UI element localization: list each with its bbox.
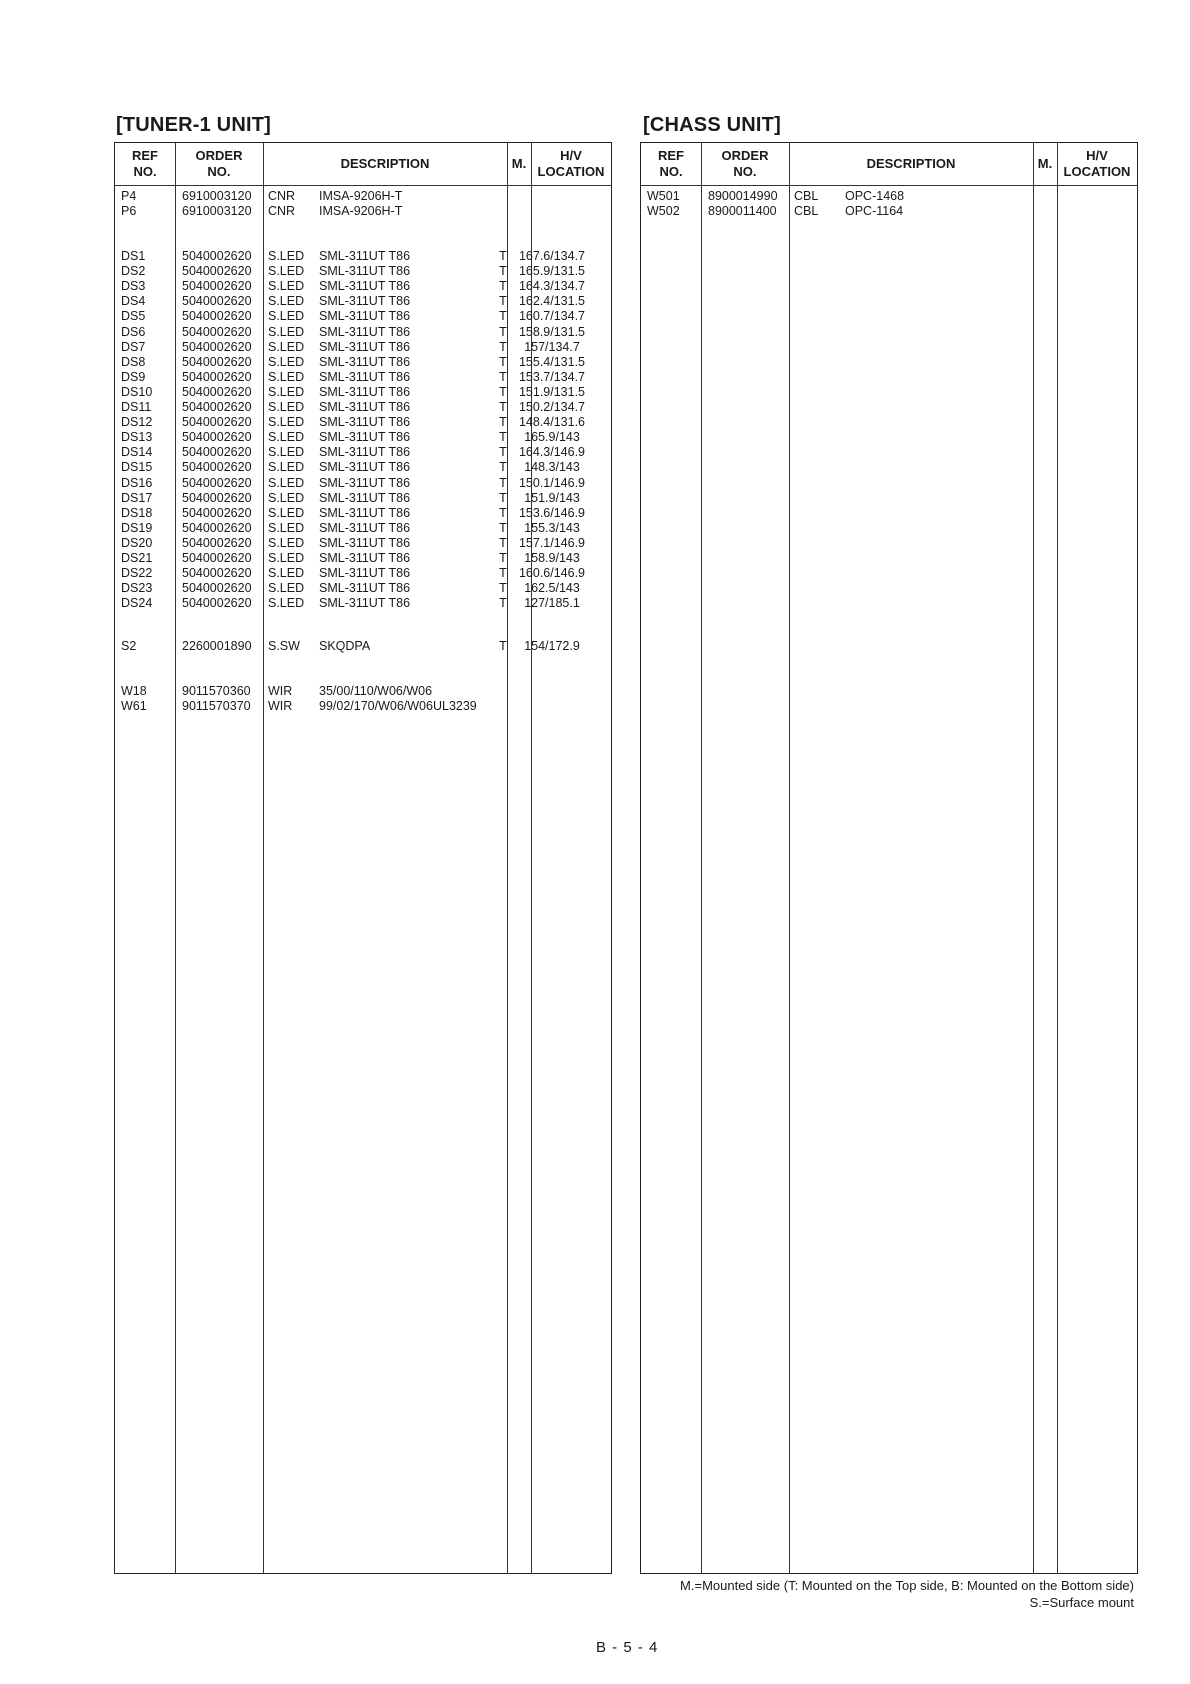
cell-order: 5040002620: [182, 415, 252, 430]
cell-m: T: [499, 400, 507, 414]
cell-ref: DS17: [121, 490, 153, 505]
page-number: B - 5 - 4: [596, 1639, 659, 1656]
cell-desc: OPC-1468: [845, 189, 905, 203]
cell-type: S.LED: [268, 475, 305, 490]
cell-m: T: [499, 294, 507, 309]
table-row: [115, 264, 611, 279]
cell-desc: SML-311UT T86: [319, 445, 411, 460]
cell-loc: 167.6/134.7: [518, 249, 586, 263]
header-mounted: M.: [1037, 156, 1053, 171]
cell-m: T: [499, 279, 507, 294]
table-row: [115, 521, 611, 536]
cell-m: T: [499, 354, 507, 369]
cell-desc: SML-311UT T86: [319, 460, 411, 475]
cell-type: S.LED: [268, 581, 305, 596]
cell-desc: SML-311UT T86: [319, 535, 411, 550]
cell-ref: DS7: [121, 339, 146, 354]
cell-desc: SML-311UT T86: [319, 294, 411, 309]
cell-m: T: [499, 639, 507, 653]
header-ref-no: REF NO.: [658, 148, 684, 179]
cell-loc: 155.3/143: [524, 520, 580, 535]
cell-desc: SML-311UT T86: [319, 279, 411, 294]
cell-ref: DS23: [121, 581, 153, 596]
cell-order: 5040002620: [182, 369, 252, 384]
cell-type: S.LED: [268, 309, 305, 324]
table-row: [115, 430, 611, 445]
surface-mount-note: S.=Surface mount: [1029, 1595, 1134, 1610]
cell-desc: SML-311UT T86: [319, 369, 411, 384]
cell-type: WIR: [268, 684, 293, 698]
cell-ref: DS15: [121, 460, 153, 475]
header-location: H/V LOCATION: [537, 148, 605, 179]
cell-desc: SML-311UT T86: [319, 490, 411, 505]
chass-parts-table: [640, 142, 1138, 1574]
chass-unit-title: [CHASS UNIT]: [643, 114, 781, 136]
cell-m: T: [499, 490, 507, 505]
cell-order: 5040002620: [182, 279, 252, 294]
cell-m: T: [499, 415, 507, 430]
table-row: [115, 506, 611, 521]
cell-loc: 154/172.9: [524, 639, 580, 653]
cell-m: T: [499, 581, 507, 596]
cell-loc: 164.3/146.9: [518, 445, 586, 460]
cell-desc: SML-311UT T86: [319, 596, 411, 611]
cell-m: T: [499, 520, 507, 535]
cell-type: S.LED: [268, 596, 305, 611]
cell-loc: 157.1/146.9: [518, 535, 586, 550]
cell-ref: DS22: [121, 566, 153, 581]
table-row: [115, 294, 611, 309]
cell-type: S.LED: [268, 520, 305, 535]
cell-m: T: [499, 339, 507, 354]
cell-loc: 158.9/131.5: [518, 324, 586, 339]
cell-type: WIR: [268, 699, 293, 713]
cell-desc: SML-311UT T86: [319, 475, 411, 490]
cell-desc: SML-311UT T86: [319, 309, 411, 324]
cell-order: 5040002620: [182, 596, 252, 611]
header-description: DESCRIPTION: [340, 156, 430, 171]
cell-loc: 148.3/143: [524, 460, 580, 475]
cell-desc: IMSA-9206H-T: [319, 189, 403, 203]
table-row: [115, 491, 611, 506]
cell-type: S.LED: [268, 384, 305, 399]
cell-m: T: [499, 460, 507, 475]
cell-type: S.LED: [268, 294, 305, 309]
cell-type: S.LED: [268, 490, 305, 505]
cell-type: CNR: [268, 189, 296, 203]
cell-ref: DS21: [121, 551, 153, 565]
cell-order: 5040002620: [182, 445, 252, 460]
cell-loc: 155.4/131.5: [518, 354, 586, 369]
table-row: [115, 370, 611, 385]
header-mounted: M.: [511, 156, 527, 171]
cell-desc: SML-311UT T86: [319, 551, 411, 565]
cell-ref: DS14: [121, 445, 153, 460]
cell-type: S.LED: [268, 430, 305, 445]
cell-desc: SML-311UT T86: [319, 415, 411, 430]
tuner-parts-table: [114, 142, 612, 1574]
header-location: H/V LOCATION: [1063, 148, 1131, 179]
cell-type: S.LED: [268, 339, 305, 354]
cell-loc: 153.6/146.9: [518, 505, 586, 520]
cell-ref: DS20: [121, 535, 153, 550]
cell-loc: 151.9/131.5: [518, 384, 586, 399]
cell-desc: SKQDPA: [319, 639, 371, 653]
table-row: [115, 699, 611, 714]
cell-order: 5040002620: [182, 520, 252, 535]
cell-m: T: [499, 324, 507, 339]
cell-loc: 150.2/134.7: [518, 400, 586, 414]
cell-type: S.SW: [268, 639, 300, 653]
cell-ref: DS9: [121, 369, 146, 384]
cell-order: 5040002620: [182, 400, 252, 414]
cell-loc: 162.4/131.5: [518, 294, 586, 309]
cell-ref: DS3: [121, 279, 146, 294]
cell-ref: DS24: [121, 596, 153, 611]
table-row: [115, 249, 611, 264]
cell-m: T: [499, 596, 507, 611]
cell-type: S.LED: [268, 460, 305, 475]
table-row: [115, 551, 611, 566]
cell-order: 5040002620: [182, 430, 252, 445]
header-description: DESCRIPTION: [866, 156, 956, 171]
table-row: [115, 355, 611, 370]
cell-ref: DS18: [121, 505, 153, 520]
cell-order: 6910003120: [182, 189, 252, 203]
cell-m: T: [499, 369, 507, 384]
cell-loc: 164.3/134.7: [518, 279, 586, 294]
mounted-side-note: M.=Mounted side (T: Mounted on the Top side, B: Mounted on the Bottom side): [680, 1578, 1134, 1593]
cell-desc: SML-311UT T86: [319, 581, 411, 596]
table-row: [115, 340, 611, 355]
cell-desc: SML-311UT T86: [319, 339, 411, 354]
cell-loc: 127/185.1: [524, 596, 580, 611]
cell-m: T: [499, 551, 507, 565]
cell-ref: DS4: [121, 294, 146, 309]
cell-ref: DS6: [121, 324, 146, 339]
cell-ref: DS11: [121, 400, 152, 414]
table-row: [115, 445, 611, 460]
cell-desc: SML-311UT T86: [319, 430, 411, 445]
cell-desc: SML-311UT T86: [319, 354, 411, 369]
cell-order: 5040002620: [182, 339, 252, 354]
table-row: [115, 415, 611, 430]
cell-type: S.LED: [268, 445, 305, 460]
table-row: [115, 309, 611, 324]
table-row: [115, 279, 611, 294]
cell-m: T: [499, 384, 507, 399]
cell-type: S.LED: [268, 535, 305, 550]
cell-ref: DS2: [121, 264, 146, 279]
cell-type: S.LED: [268, 249, 305, 263]
cell-m: T: [499, 505, 507, 520]
table-row: [115, 596, 611, 611]
cell-order: 5040002620: [182, 505, 252, 520]
cell-order: 5040002620: [182, 294, 252, 309]
cell-order: 6910003120: [182, 204, 252, 218]
cell-type: S.LED: [268, 354, 305, 369]
cell-type: CBL: [794, 189, 819, 203]
cell-loc: 157/134.7: [524, 339, 580, 354]
cell-loc: 150.1/146.9: [518, 475, 586, 490]
cell-m: T: [499, 264, 507, 279]
cell-ref: DS13: [121, 430, 153, 445]
table-row: [115, 536, 611, 551]
cell-type: S.LED: [268, 264, 305, 279]
cell-order: 5040002620: [182, 354, 252, 369]
cell-type: S.LED: [268, 551, 305, 565]
cell-loc: 148.4/131.6: [518, 415, 586, 430]
cell-type: S.LED: [268, 324, 305, 339]
cell-ref: W502: [647, 204, 680, 218]
cell-order: 5040002620: [182, 475, 252, 490]
table-row: [115, 566, 611, 581]
table-row: [115, 189, 611, 204]
cell-m: T: [499, 535, 507, 550]
cell-order: 8900014990: [708, 189, 778, 203]
cell-loc: 160.7/134.7: [518, 309, 586, 324]
cell-loc: 151.9/143: [524, 490, 580, 505]
cell-m: T: [499, 249, 507, 263]
cell-loc: 158.9/143: [524, 551, 580, 565]
cell-order: 5040002620: [182, 460, 252, 475]
table-row: [115, 204, 611, 219]
cell-order: 5040002620: [182, 535, 252, 550]
cell-ref: DS1: [121, 249, 146, 263]
cell-order: 9011570360: [182, 684, 251, 698]
cell-loc: 165.9/131.5: [518, 264, 586, 279]
cell-loc: 165.9/143: [524, 430, 580, 445]
cell-ref: W501: [647, 189, 680, 203]
cell-order: 8900011400: [708, 204, 777, 218]
cell-m: T: [499, 445, 507, 460]
cell-order: 5040002620: [182, 566, 252, 581]
cell-type: S.LED: [268, 279, 305, 294]
header-order-no: ORDER NO.: [195, 148, 243, 179]
table-row: [115, 581, 611, 596]
cell-desc: SML-311UT T86: [319, 249, 411, 263]
cell-ref: DS10: [121, 384, 153, 399]
table-row: [115, 325, 611, 340]
cell-ref: DS16: [121, 475, 153, 490]
header-ref-no: REF NO.: [132, 148, 158, 179]
cell-desc: SML-311UT T86: [319, 505, 411, 520]
cell-type: S.LED: [268, 566, 305, 581]
cell-desc: SML-311UT T86: [319, 264, 411, 279]
table-row: [641, 189, 1137, 204]
cell-m: T: [499, 309, 507, 324]
cell-loc: 160.6/146.9: [518, 566, 586, 581]
table-row: [115, 460, 611, 475]
table-row: [115, 639, 611, 654]
cell-loc: 153.7/134.7: [518, 369, 586, 384]
cell-ref: DS19: [121, 520, 153, 535]
cell-order: 5040002620: [182, 384, 252, 399]
tuner-unit-title: [TUNER-1 UNIT]: [116, 114, 272, 136]
cell-desc: SML-311UT T86: [319, 566, 411, 581]
cell-ref: W61: [121, 699, 147, 713]
cell-order: 5040002620: [182, 581, 252, 596]
table-row: [115, 476, 611, 491]
cell-order: 5040002620: [182, 324, 252, 339]
cell-type: CBL: [794, 204, 819, 218]
cell-ref: P6: [121, 204, 137, 218]
cell-order: 5040002620: [182, 490, 252, 505]
cell-order: 5040002620: [182, 249, 252, 263]
cell-m: T: [499, 430, 507, 445]
cell-ref: DS12: [121, 415, 153, 430]
cell-type: S.LED: [268, 505, 305, 520]
cell-order: 5040002620: [182, 551, 252, 565]
cell-order: 5040002620: [182, 309, 252, 324]
cell-ref: DS8: [121, 354, 146, 369]
cell-desc: SML-311UT T86: [319, 400, 411, 414]
cell-ref: W18: [121, 684, 147, 698]
cell-order: 9011570370: [182, 699, 251, 713]
cell-desc: SML-311UT T86: [319, 520, 411, 535]
table-row: [641, 204, 1137, 219]
table-row: [115, 400, 611, 415]
cell-m: T: [499, 475, 507, 490]
table-row: [115, 684, 611, 699]
header-order-no: ORDER NO.: [721, 148, 769, 179]
cell-m: T: [499, 566, 507, 581]
cell-desc: 99/02/170/W06/W06UL3239: [319, 699, 477, 713]
table-row: [115, 385, 611, 400]
cell-desc: OPC-1164: [845, 204, 904, 218]
cell-desc: SML-311UT T86: [319, 384, 411, 399]
cell-type: S.LED: [268, 369, 305, 384]
cell-ref: P4: [121, 189, 137, 203]
cell-loc: 162.5/143: [524, 581, 580, 596]
cell-desc: 35/00/110/W06/W06: [319, 684, 433, 698]
cell-desc: IMSA-9206H-T: [319, 204, 403, 218]
cell-order: 2260001890: [182, 639, 252, 653]
cell-desc: SML-311UT T86: [319, 324, 411, 339]
cell-order: 5040002620: [182, 264, 252, 279]
cell-type: S.LED: [268, 415, 305, 430]
cell-type: S.LED: [268, 400, 305, 414]
cell-ref: DS5: [121, 309, 146, 324]
cell-ref: S2: [121, 639, 137, 653]
cell-type: CNR: [268, 204, 296, 218]
